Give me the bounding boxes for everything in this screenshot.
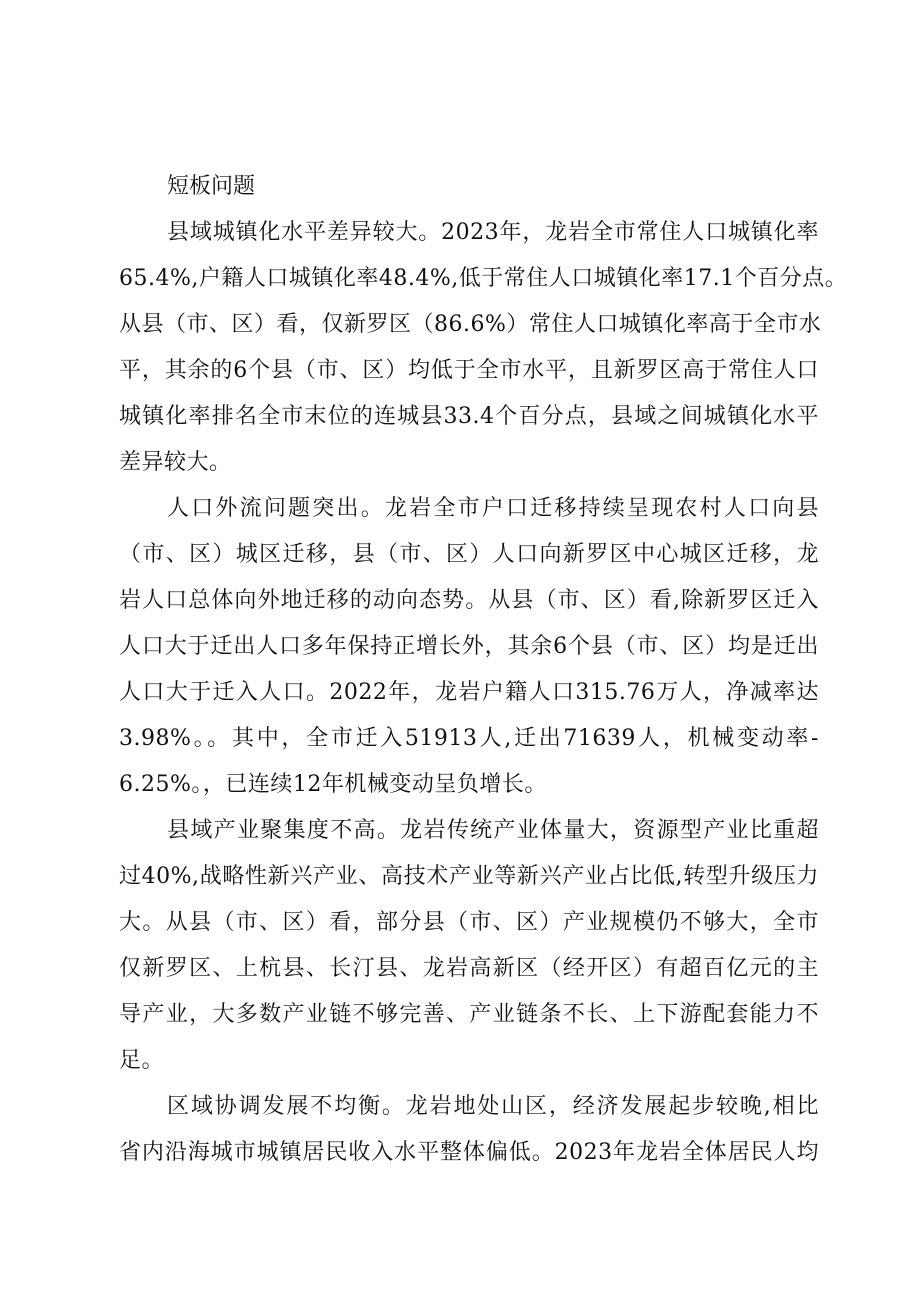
section-heading: 短板问题: [167, 174, 256, 199]
text-line: 足。: [119, 1048, 165, 1073]
paragraph-urbanization: [119, 210, 848, 486]
document-body: [119, 164, 848, 1176]
text-line: 城镇化率排名全市末位的连城县33.4个百分点，县域之间城镇化水平: [119, 404, 819, 429]
text-line: 岩人口总体向外地迁移的动向态势。从县（市、区）看,除新罗区迁入: [119, 588, 819, 613]
paragraph-population-outflow: [119, 486, 819, 808]
text-line: 导产业，大多数产业链不够完善、产业链条不长、上下游配套能力不: [119, 1002, 819, 1027]
paragraph-regional-development: [119, 1084, 819, 1176]
text-line: 县域城镇化水平差异较大。2023年，龙岩全市常住人口城镇化率: [167, 220, 819, 245]
text-line: 人口大于迁出人口多年保持正增长外，其余6个县（市、区）均是迁出: [119, 634, 819, 659]
text-line: 人口大于迁入人口。2022年，龙岩户籍人口315.76万人，净减率达: [119, 680, 819, 705]
text-line: 省内沿海城市城镇居民收入水平整体偏低。2023年龙岩全体居民人均: [119, 1140, 819, 1165]
text-line: 差异较大。: [119, 450, 232, 475]
text-line: 65.4%,户籍人口城镇化率48.4%,低于常住人口城镇化率17.1个百分点。: [119, 266, 848, 291]
text-line: 从县（市、区）看，仅新罗区（86.6%）常住人口城镇化率高于全市水: [119, 312, 822, 337]
text-line: 县域产业聚集度不高。龙岩传统产业体量大，资源型产业比重超: [167, 818, 819, 843]
text-line: 过40%,战略性新兴产业、高技术产业等新兴产业占比低,转型升级压力: [119, 864, 819, 889]
paragraph-industry-concentration: [119, 808, 819, 1084]
text-line: 仅新罗区、上杭县、长汀县、龙岩高新区（经开区）有超百亿元的主: [119, 956, 819, 981]
text-line: 6.25%。，已连续12年机械变动呈负增长。: [119, 772, 547, 797]
text-line: 大。从县（市、区）看，部分县（市、区）产业规模仍不够大，全市: [119, 910, 819, 935]
text-line: 平，其余的6个县（市、区）均低于全市水平，且新罗区高于常住人口: [119, 358, 819, 383]
text-line: 人口外流问题突出。龙岩全市户口迁移持续呈现农村人口向县: [167, 496, 819, 521]
text-line: 3.98%。。其中，全市迁入51913人,迁出71639人，机械变动率-: [119, 726, 819, 751]
text-line: （市、区）城区迁移，县（市、区）人口向新罗区中心城区迁移，龙: [119, 542, 819, 567]
text-line: 区域协调发展不均衡。龙岩地处山区，经济发展起步较晚,相比: [167, 1094, 819, 1119]
